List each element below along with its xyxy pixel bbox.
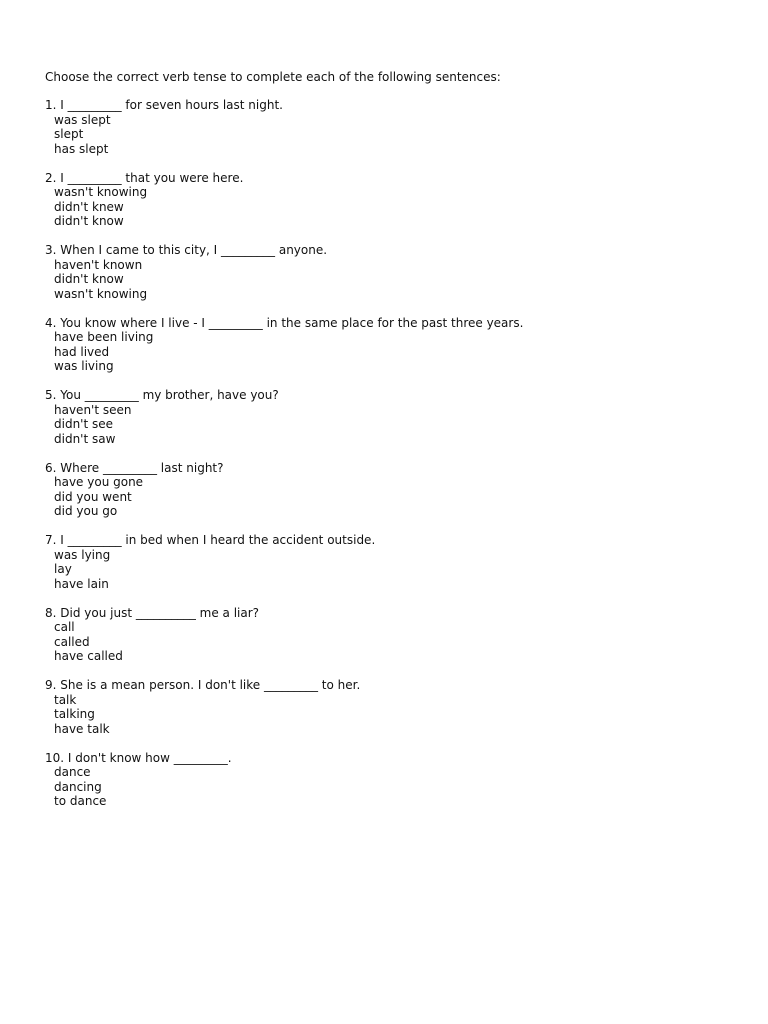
answer-option: didn't see <box>54 417 114 431</box>
answer-option: did you go <box>54 504 118 518</box>
question-3 <box>45 243 735 301</box>
answer-option: call <box>54 620 75 634</box>
answer-option: slept <box>54 127 84 141</box>
question-6 <box>45 461 735 519</box>
answer-option: have been living <box>54 330 154 344</box>
question-prompt: 2. I _________ that you were here. <box>45 170 244 185</box>
answer-option: to dance <box>54 794 107 808</box>
question-2 <box>45 171 735 229</box>
answer-option: talking <box>54 707 95 721</box>
answer-option: have talk <box>54 721 110 736</box>
question-prompt: 6. Where _________ last night? <box>45 460 224 475</box>
question-list <box>45 98 735 809</box>
answer-option: dance <box>54 765 91 779</box>
answer-option: has slept <box>54 141 109 156</box>
answer-option: talk <box>54 692 77 707</box>
question-9 <box>45 678 735 736</box>
answer-option: haven't seen <box>54 402 132 417</box>
question-prompt: 4. You know where I live - I _________ in the same place for the past three years. <box>45 315 524 330</box>
answer-option: wasn't knowing <box>54 286 148 301</box>
question-prompt: 8. Did you just __________ me a liar? <box>45 605 260 620</box>
answer-option: called <box>54 634 90 649</box>
answer-option: have called <box>54 649 123 663</box>
answer-option: have you gone <box>54 475 144 489</box>
answer-option: lay <box>54 562 72 576</box>
answer-option: haven't known <box>54 257 143 272</box>
question-7 <box>45 533 735 591</box>
answer-option: did you went <box>54 489 132 504</box>
question-prompt: 10. I don't know how _________. <box>45 750 232 765</box>
answer-option: didn't knew <box>54 199 124 214</box>
answer-option: was slept <box>54 112 111 127</box>
instructions-text: Choose the correct verb tense to complete each of the following sentences: <box>45 70 501 84</box>
question-prompt: 7. I _________ in bed when I heard the accident outside. <box>45 533 376 547</box>
question-4 <box>45 316 735 374</box>
question-prompt: 9. She is a mean person. I don't like _________ to her. <box>45 678 361 692</box>
question-8 <box>45 606 735 664</box>
answer-option: didn't know <box>54 272 124 286</box>
answer-option: have lain <box>54 576 109 591</box>
answer-option: dancing <box>54 779 102 794</box>
answer-option: wasn't knowing <box>54 185 148 199</box>
answer-option: didn't saw <box>54 431 116 446</box>
answer-option: didn't know <box>54 214 124 228</box>
answer-option: had lived <box>54 344 110 359</box>
question-5 <box>45 388 735 446</box>
question-prompt: 1. I _________ for seven hours last night. <box>45 98 283 112</box>
question-10 <box>45 751 735 809</box>
answer-option: was lying <box>54 547 111 562</box>
question-prompt: 5. You _________ my brother, have you? <box>45 388 279 402</box>
answer-option: was living <box>54 359 114 373</box>
question-prompt: 3. When I came to this city, I _________ anyone. <box>45 243 328 257</box>
question-1 <box>45 98 735 156</box>
worksheet-page <box>45 70 735 823</box>
